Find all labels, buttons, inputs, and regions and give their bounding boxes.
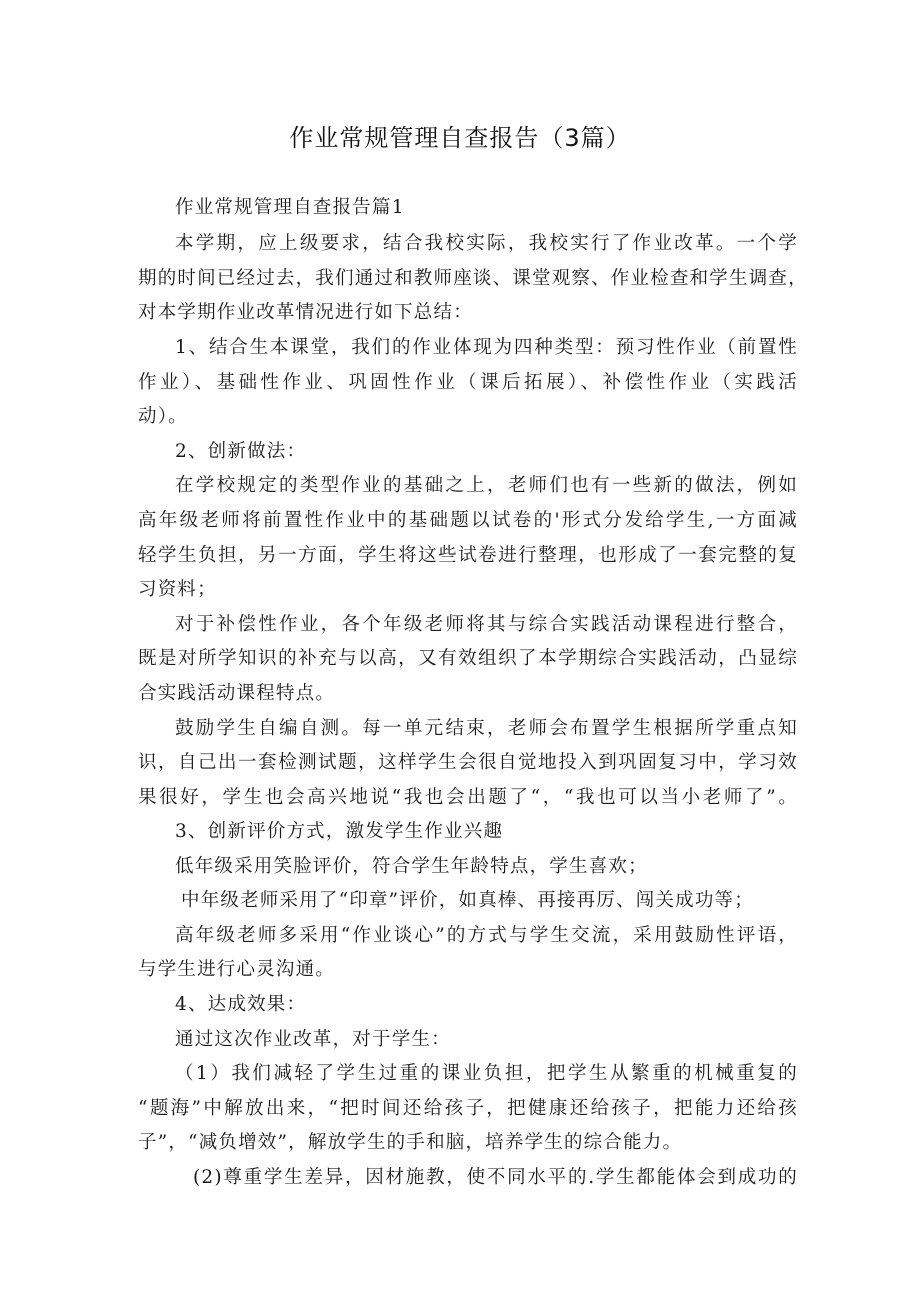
paragraph-line: 本学期，应上级要求，结合我校实际，我校实行了作业改革。一个学: [175, 233, 798, 254]
paragraph-line: 子”，“减负增效”，解放学生的手和脑，培养学生的综合能力。: [138, 1132, 683, 1153]
paragraph-line: 在学校规定的类型作业的基础之上，老师们也有一些新的做法，例如: [175, 475, 798, 496]
paragraph-line: 高年级老师多采用“作业谈心”的方式与学生交流，采用鼓励性评语，: [175, 925, 798, 946]
paragraph-line: 与学生进行心灵沟通。: [138, 959, 336, 980]
paragraph-line: 果很好，学生也会高兴地说“我也会出题了“，“我也可以当小老师了”。: [138, 787, 798, 808]
paragraph-line: （1）我们减轻了学生过重的课业负担，把学生从繁重的机械重复的: [175, 1063, 798, 1084]
paragraph-line: “题海”中解放出来，“把时间还给孩子，把健康还给孩子，把能力还给孩: [138, 1098, 798, 1119]
paragraph-line: (2)尊重学生差异，因材施教，使不同水平的.学生都能体会到成功的: [193, 1167, 798, 1188]
paragraph-line: 识，自己出一套检测试题，这样学生会很自觉地投入到巩固复习中，学习效: [138, 752, 798, 773]
paragraph-line: 1、结合生本课堂，我们的作业体现为四种类型：预习性作业（前置性: [175, 337, 798, 358]
section-heading: 2、创新做法：: [175, 441, 307, 462]
paragraph-line: 轻学生负担，另一方面，学生将这些试卷进行整理，也形成了一套完整的复: [138, 545, 798, 566]
paragraph-line: 期的时间已经过去，我们通过和教师座谈、课堂观察、作业检查和学生调查，: [138, 268, 808, 289]
paragraph-line: 通过这次作业改革，对于学生：: [175, 1029, 451, 1050]
paragraph-line: 动）。: [138, 406, 188, 427]
paragraph-line: 低年级采用笑脸评价，符合学生年龄特点，学生喜欢；: [175, 856, 648, 877]
section-heading: 4、达成效果：: [175, 994, 307, 1015]
paragraph-line: 作业）、基础性作业、巩固性作业（课后拓展）、补偿性作业（实践活: [138, 372, 798, 393]
paragraph-line: 高年级老师将前置性作业中的基础题以试卷的'形式分发给学生,一方面减: [138, 510, 798, 531]
paragraph-line: 合实践活动课程特点。: [138, 683, 336, 704]
paragraph-line: 习资料；: [138, 579, 217, 600]
section-heading: 3、创新评价方式，激发学生作业兴趣: [175, 821, 504, 842]
section-heading: 作业常规管理自查报告篇1: [175, 197, 405, 218]
document-title: 作业常规管理自查报告（3篇）: [289, 124, 631, 152]
paragraph-line: 对于补偿性作业，各个年级老师将其与综合实践活动课程进行整合，: [175, 614, 798, 635]
paragraph-line: 对本学期作业改革情况进行如下总结：: [138, 302, 473, 323]
paragraph-line: 既是对所学知识的补充与以高，又有效组织了本学期综合实践活动，凸显综: [138, 648, 798, 669]
paragraph-line: 鼓励学生自编自测。每一单元结束，老师会布置学生根据所学重点知: [175, 718, 798, 739]
paragraph-line: 中年级老师采用了“印章”评价，如真棒、再接再厉、闯关成功等；: [181, 890, 754, 911]
